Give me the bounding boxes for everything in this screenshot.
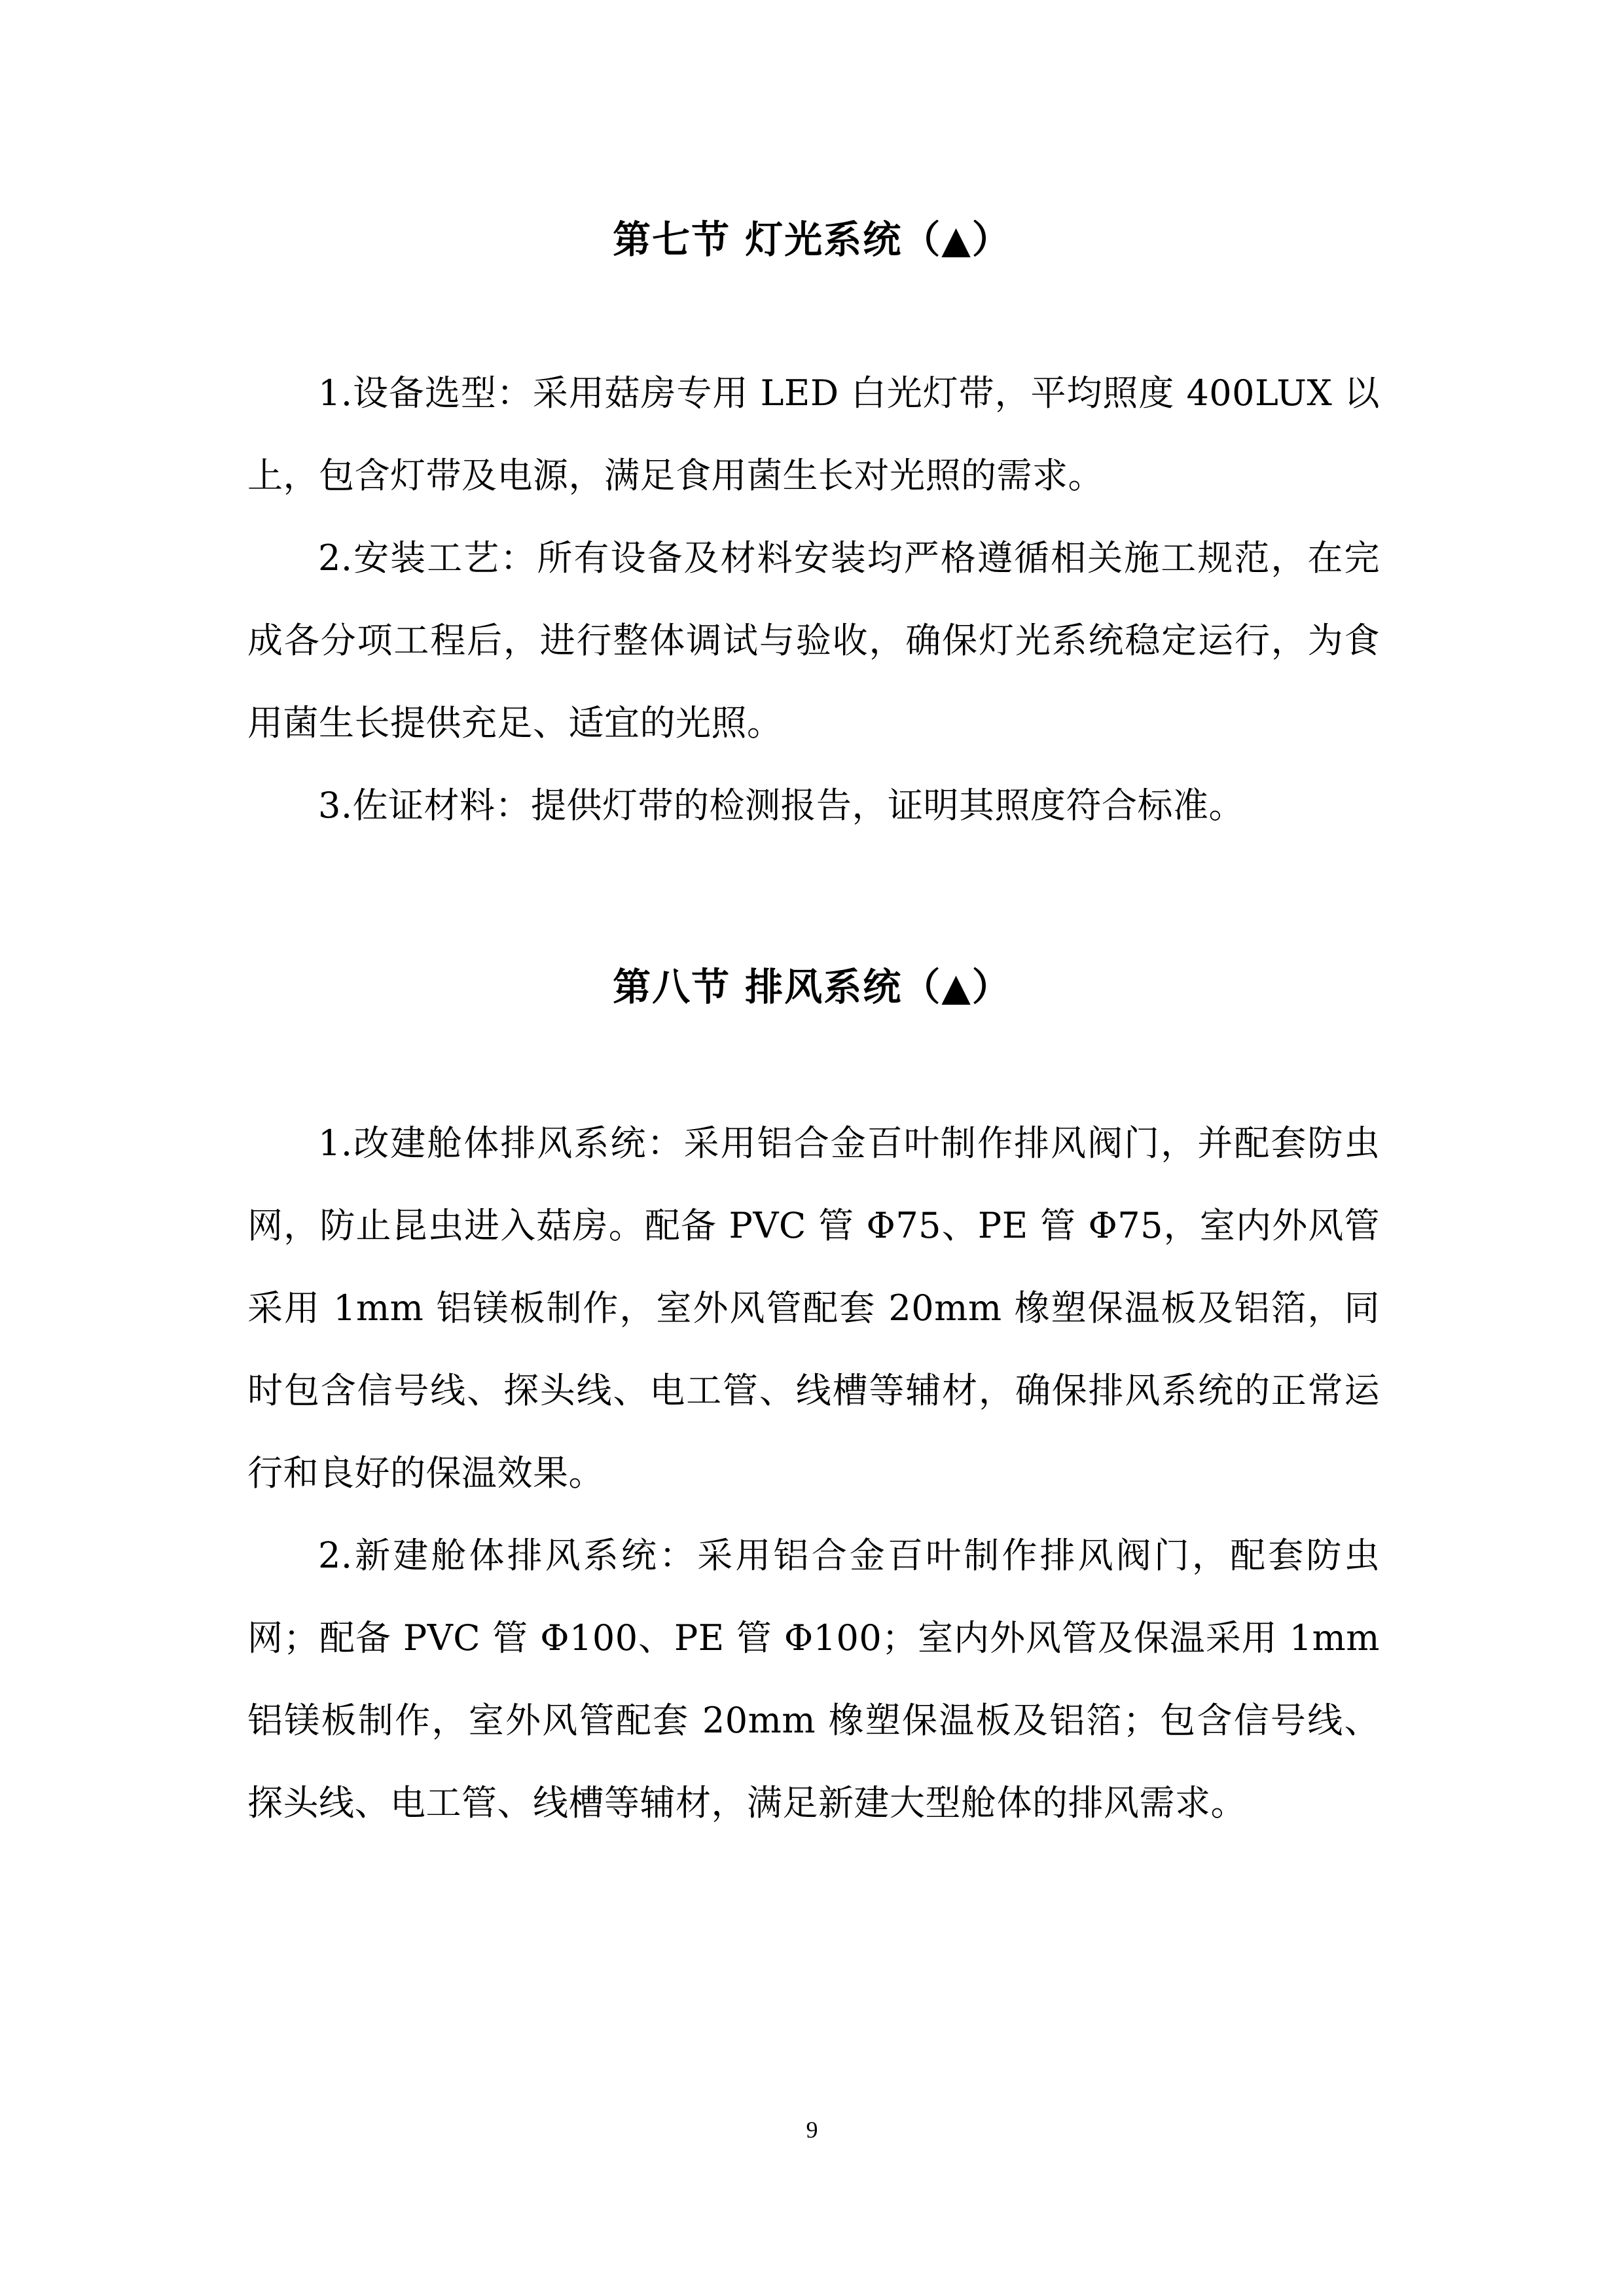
lighting-paragraph-installation: 2.安装工艺：所有设备及材料安装均严格遵循相关施工规范，在完成各分项工程后，进行整体调试与验收，确保灯光系统稳定运行，为食用菌生长提供充足、适宜的光照。 [247,537,1380,744]
exhaust-paragraph-new-cabin: 2.新建舱体排风系统：采用铝合金百叶制作排风阀门，配套防虫网；配备 PVC 管 Φ100、PE 管 Φ100；室内外风管及保温采用 1mm 铝镁板制作，室外风管配套 20mm 橡塑保温板及铝箔；包含信号线、探头线、电工管、线槽等辅材，满足新建大型舱体的排风需求。 [247,1535,1380,1823]
exhaust-paragraph-renovated-cabin: 1.改建舱体排风系统：采用铝合金百叶制作排风阀门，并配套防虫网，防止昆虫进入菇房。配备 PVC 管 Φ75、PE 管 Φ75，室内外风管采用 1mm 铝镁板制作，室外风管配套 20mm 橡塑保温板及铝箔，同时包含信号线、探头线、电工管、线槽等辅材，确保排风系统的正常运行和良好的保温效果。 [247,1122,1380,1494]
section-heading-exhaust: 第八节 排风系统（▲） [613,965,1011,1009]
section-heading-lighting: 第七节 灯光系统（▲） [613,217,1011,262]
lighting-paragraph-equipment: 1.设备选型：采用菇房专用 LED 白光灯带，平均照度 400LUX 以上，包含灯带及电源，满足食用菌生长对光照的需求。 [247,372,1380,496]
lighting-paragraph-evidence: 3.佐证材料：提供灯带的检测报告，证明其照度符合标准。 [318,785,1245,826]
page-number: 9 [806,2117,818,2143]
